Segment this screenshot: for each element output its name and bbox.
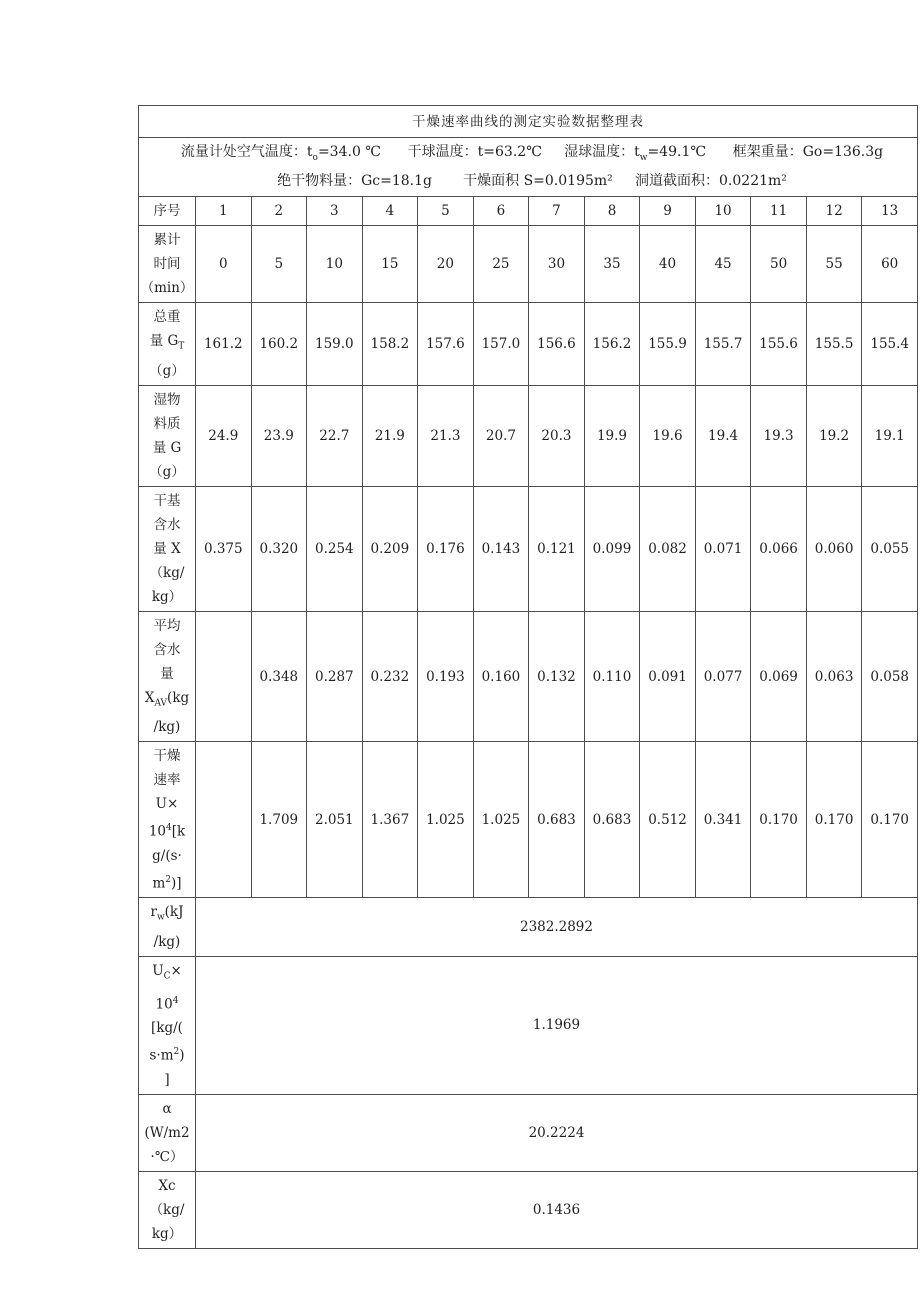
table-cell: 0.121 [529, 486, 585, 611]
table-row-cumulative-time-min [139, 226, 918, 303]
table-cell: 0.375 [196, 486, 252, 611]
table-row-rw-kj-per-kg [139, 898, 918, 957]
table-cell [196, 742, 252, 898]
table-cell: 0.193 [418, 611, 474, 742]
table-cell-span: 1.1969 [196, 957, 918, 1095]
table-cell: 60 [862, 226, 918, 303]
table-row-dry-basis-moisture-x [139, 486, 918, 611]
table-cell: 0.063 [806, 611, 862, 742]
row-label-uc-critical-rate: $U_C\times$ $10^4$ [kg/( $s\cdot m^2$) ] [139, 957, 196, 1095]
table-cell: 3 [307, 197, 363, 226]
table-body [139, 106, 918, 1249]
table-cell: 0 [196, 226, 252, 303]
table-cell: 25 [473, 226, 529, 303]
info-line-conditions: 流量计处空气温度：$t_o=34.0$ ℃ 干球温度：t=63.2℃ 湿球温度：$t_w=49.1℃$ 框架重量：Go=136.3g [180, 144, 884, 163]
table-cell: 157.6 [418, 303, 474, 386]
table-cell: 0.091 [640, 611, 696, 742]
row-label-dry-basis-moisture-x: 干基 含水 量 X （kg/ kg） [139, 486, 196, 611]
table-cell: 50 [751, 226, 807, 303]
table-cell-span: 0.1436 [196, 1171, 918, 1248]
table-cell: 1 [196, 197, 252, 226]
row-label-rw-kj-per-kg: $r_w(kJ$ /kg) [139, 898, 196, 957]
table-cell: 0.170 [751, 742, 807, 898]
table-cell: 4 [362, 197, 418, 226]
table-cell: 0.512 [640, 742, 696, 898]
table-cell: 0.341 [695, 742, 751, 898]
table-cell: 155.4 [862, 303, 918, 386]
table-cell: 35 [584, 226, 640, 303]
table-cell: 11 [751, 197, 807, 226]
table-row-alpha-heat-transfer [139, 1094, 918, 1171]
table-cell: 5 [251, 226, 307, 303]
table-cell: 0.058 [862, 611, 918, 742]
experiment-data-table [138, 105, 918, 1249]
table-cell: 0.320 [251, 486, 307, 611]
table-title: 干燥速率曲线的测定实验数据整理表 [139, 106, 918, 138]
row-label-serial-number: 序号 [139, 197, 196, 226]
table-cell: 15 [362, 226, 418, 303]
row-label-cumulative-time-min: 累计 时间 （min） [139, 226, 196, 303]
table-cell: 0.348 [251, 611, 307, 742]
table-cell: 2.051 [307, 742, 363, 898]
table-cell-span: 2382.2892 [196, 898, 918, 957]
table-cell: 157.0 [473, 303, 529, 386]
table-cell: 0.082 [640, 486, 696, 611]
table-cell: 155.7 [695, 303, 751, 386]
info-cell [139, 138, 918, 197]
table-cell: 0.099 [584, 486, 640, 611]
table-cell: 20.3 [529, 385, 585, 486]
table-cell-span: 20.2224 [196, 1094, 918, 1171]
table-cell: 20 [418, 226, 474, 303]
table-cell: 1.025 [418, 742, 474, 898]
row-label-average-moisture-xav: 平均 含水 量 $X_{AV}(kg$ /kg) [139, 611, 196, 742]
table-cell: 159.0 [307, 303, 363, 386]
table-cell: 5 [418, 197, 474, 226]
table-row-serial-number [139, 197, 918, 226]
table-cell: 7 [529, 197, 585, 226]
table-cell: 19.2 [806, 385, 862, 486]
table-cell: 0.209 [362, 486, 418, 611]
table-cell: 55 [806, 226, 862, 303]
table-row-uc-critical-rate [139, 957, 918, 1095]
table-cell: 10 [307, 226, 363, 303]
row-label-total-weight-g: 总重 量 $G_T$ （g） [139, 303, 196, 386]
info-row [139, 138, 918, 197]
table-cell: 19.9 [584, 385, 640, 486]
table-cell: 0.069 [751, 611, 807, 742]
table-cell: 155.9 [640, 303, 696, 386]
table-cell: 8 [584, 197, 640, 226]
table-cell [196, 611, 252, 742]
row-label-wet-material-mass-g: 湿物 料质 量 G （g） [139, 385, 196, 486]
row-label-xc-critical-moisture: Xc （kg/ kg） [139, 1171, 196, 1248]
table-cell: 9 [640, 197, 696, 226]
table-cell: 19.6 [640, 385, 696, 486]
table-cell: 19.3 [751, 385, 807, 486]
table-cell: 1.367 [362, 742, 418, 898]
row-label-alpha-heat-transfer: α (W/m2 ·℃） [139, 1094, 196, 1171]
table-row-drying-rate-u [139, 742, 918, 898]
table-cell: 0.232 [362, 611, 418, 742]
table-cell: 158.2 [362, 303, 418, 386]
info-line-material: 绝干物料量：Gc=18.1g 干燥面积 S=0.0195m² 洞道截面积：0.0221m² [277, 173, 787, 189]
table-cell: 0.683 [529, 742, 585, 898]
table-cell: 160.2 [251, 303, 307, 386]
table-cell: 0.683 [584, 742, 640, 898]
table-cell: 0.160 [473, 611, 529, 742]
table-row-xc-critical-moisture [139, 1171, 918, 1248]
table-cell: 0.143 [473, 486, 529, 611]
table-cell: 0.132 [529, 611, 585, 742]
table-cell: 0.055 [862, 486, 918, 611]
table-cell: 21.9 [362, 385, 418, 486]
table-cell: 0.110 [584, 611, 640, 742]
table-row-average-moisture-xav [139, 611, 918, 742]
table-cell: 22.7 [307, 385, 363, 486]
table-cell: 161.2 [196, 303, 252, 386]
table-cell: 0.170 [862, 742, 918, 898]
row-label-drying-rate-u: 干燥 速率 U× $10^4[k$ g/(s· $m^2$)] [139, 742, 196, 898]
title-row [139, 106, 918, 138]
table-cell: 0.176 [418, 486, 474, 611]
table-cell: 1.709 [251, 742, 307, 898]
table-cell: 19.4 [695, 385, 751, 486]
table-cell: 0.060 [806, 486, 862, 611]
table-cell: 156.6 [529, 303, 585, 386]
table-cell: 0.077 [695, 611, 751, 742]
table-cell: 0.287 [307, 611, 363, 742]
table-cell: 0.066 [751, 486, 807, 611]
table-row-total-weight-g [139, 303, 918, 386]
table-cell: 23.9 [251, 385, 307, 486]
table-cell: 19.1 [862, 385, 918, 486]
table-cell: 0.170 [806, 742, 862, 898]
table-cell: 45 [695, 226, 751, 303]
table-cell: 30 [529, 226, 585, 303]
table-cell: 24.9 [196, 385, 252, 486]
table-cell: 20.7 [473, 385, 529, 486]
table-cell: 21.3 [418, 385, 474, 486]
table-cell: 156.2 [584, 303, 640, 386]
table-cell: 12 [806, 197, 862, 226]
table-row-wet-material-mass-g [139, 385, 918, 486]
table-cell: 155.5 [806, 303, 862, 386]
table-cell: 0.071 [695, 486, 751, 611]
table-cell: 1.025 [473, 742, 529, 898]
table-cell: 6 [473, 197, 529, 226]
table-cell: 13 [862, 197, 918, 226]
table-cell: 10 [695, 197, 751, 226]
table-cell: 0.254 [307, 486, 363, 611]
table-cell: 2 [251, 197, 307, 226]
table-cell: 155.6 [751, 303, 807, 386]
table-cell: 40 [640, 226, 696, 303]
